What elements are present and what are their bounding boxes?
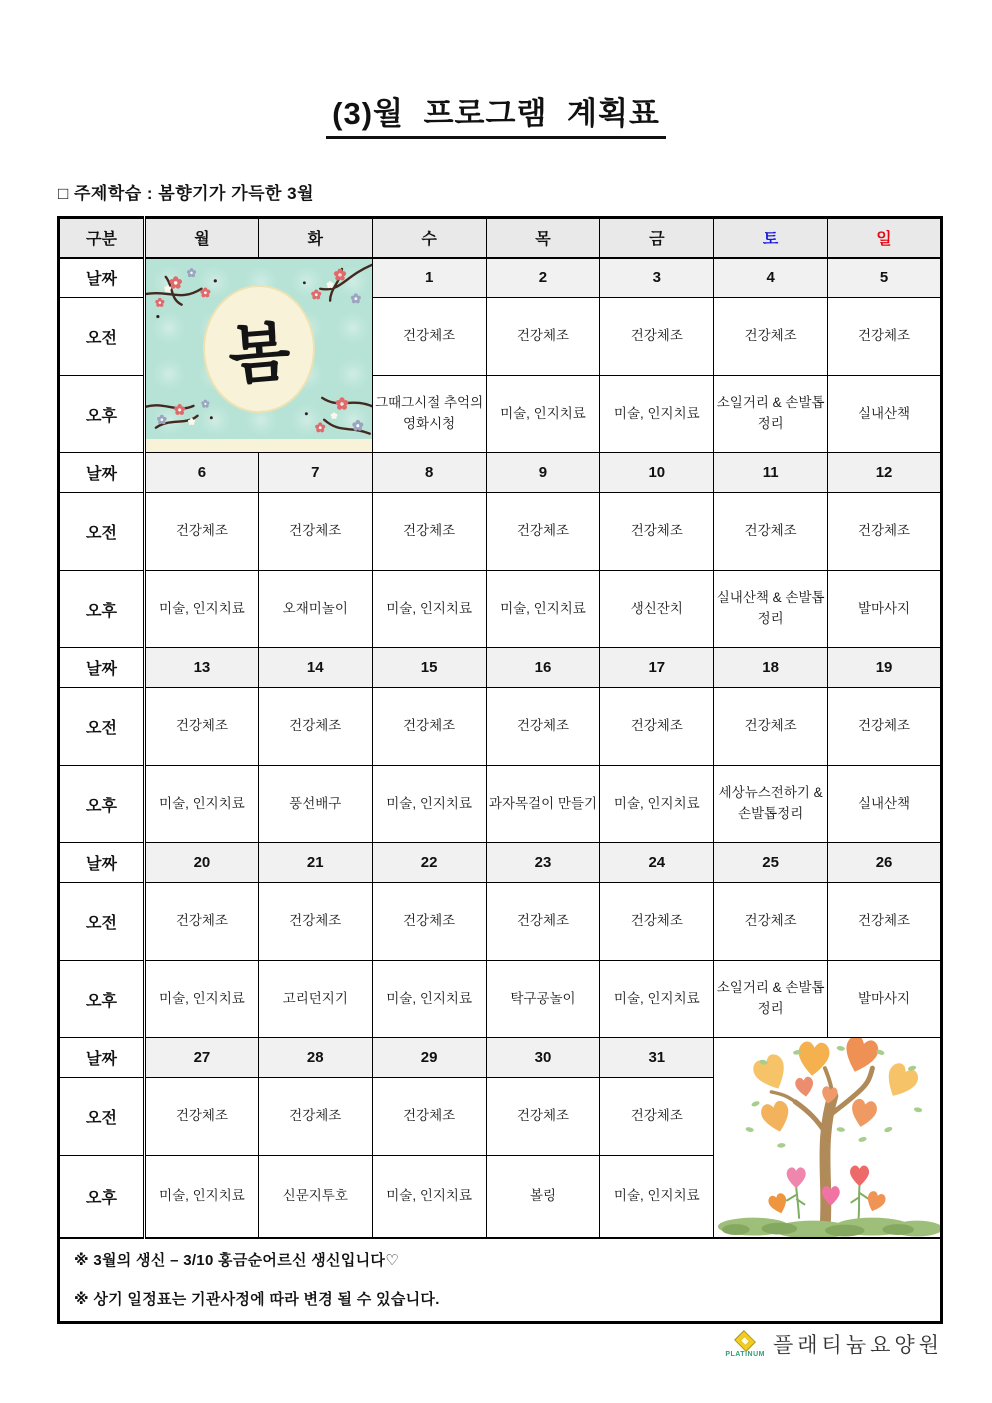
heart-tree-graphic — [714, 1038, 940, 1237]
heart-tree-image — [714, 1038, 940, 1237]
date-cell: 2 — [486, 258, 600, 298]
morning-activity-cell: 건강체조 — [258, 493, 372, 571]
birthday-note: ※ 3월의 생신 – 3/10 홍금순어르신 생신입니다♡ — [74, 1251, 399, 1269]
date-cell: 8 — [372, 453, 486, 493]
banner-bottom-strip — [146, 439, 372, 452]
date-cell: 27 — [145, 1038, 259, 1078]
morning-activity-cell: 건강체조 — [258, 883, 372, 961]
morning-activity-cell: 건강체조 — [372, 688, 486, 766]
morning-activity-cell: 건강체조 — [714, 493, 828, 571]
morning-activity-cell: 건강체조 — [600, 688, 714, 766]
date-cell: 20 — [145, 843, 259, 883]
morning-activity-cell: 건강체조 — [258, 1078, 372, 1156]
morning-activity-cell: 건강체조 — [372, 1078, 486, 1156]
header-mon: 월 — [145, 218, 259, 258]
header-sat: 토 — [714, 218, 828, 258]
date-cell: 28 — [258, 1038, 372, 1078]
date-cell: 19 — [828, 648, 942, 688]
afternoon-activity-cell: 미술, 인지치료 — [145, 766, 259, 843]
date-cell: 23 — [486, 843, 600, 883]
afternoon-activity-cell: 실내산책 — [828, 766, 942, 843]
row-label-afternoon: 오후 — [59, 1156, 145, 1238]
afternoon-activity-cell: 미술, 인지치료 — [486, 571, 600, 648]
morning-activity-cell: 건강체조 — [714, 688, 828, 766]
morning-activity-cell: 건강체조 — [714, 298, 828, 376]
afternoon-activity-cell: 고리던지기 — [258, 961, 372, 1038]
afternoon-activity-cell: 과자목걸이 만들기 — [486, 766, 600, 843]
date-cell: 7 — [258, 453, 372, 493]
date-cell: 21 — [258, 843, 372, 883]
date-cell: 17 — [600, 648, 714, 688]
page-title: (3)월 프로그램 계획표 — [326, 88, 666, 139]
morning-activity-cell: 건강체조 — [486, 298, 600, 376]
row-label-date: 날짜 — [59, 453, 145, 493]
date-cell: 31 — [600, 1038, 714, 1078]
morning-activity-cell: 건강체조 — [600, 1078, 714, 1156]
afternoon-activity-cell: 그때그시절 추억의영화시청 — [372, 376, 486, 453]
afternoon-activity-cell: 미술, 인지치료 — [600, 961, 714, 1038]
morning-activity-cell: 건강체조 — [714, 883, 828, 961]
morning-activity-cell: 건강체조 — [486, 1078, 600, 1156]
afternoon-activity-cell: 실내산책 — [828, 376, 942, 453]
theme-subtitle: □ 주제학습 : 봄향기가 가득한 3월 — [58, 184, 315, 203]
afternoon-activity-cell: 미술, 인지치료 — [372, 1156, 486, 1238]
date-cell: 11 — [714, 453, 828, 493]
date-cell: 30 — [486, 1038, 600, 1078]
spring-blossom-image-cell — [145, 258, 373, 453]
row-label-date: 날짜 — [59, 258, 145, 298]
date-cell: 25 — [714, 843, 828, 883]
morning-activity-cell: 건강체조 — [145, 883, 259, 961]
row-label-date: 날짜 — [59, 843, 145, 883]
afternoon-activity-cell: 미술, 인지치료 — [372, 766, 486, 843]
weekday-header-row — [59, 218, 942, 258]
morning-activity-cell: 건강체조 — [486, 493, 600, 571]
header-thu: 목 — [486, 218, 600, 258]
program-schedule-table — [57, 216, 943, 1324]
afternoon-activity-cell: 미술, 인지치료 — [145, 1156, 259, 1238]
afternoon-activity-cell: 미술, 인지치료 — [145, 961, 259, 1038]
row-label-afternoon: 오후 — [59, 766, 145, 843]
row-label-afternoon: 오후 — [59, 571, 145, 648]
morning-activity-cell: 건강체조 — [372, 298, 486, 376]
morning-activity-cell: 건강체조 — [486, 688, 600, 766]
afternoon-activity-cell: 미술, 인지치료 — [600, 1156, 714, 1238]
date-cell: 9 — [486, 453, 600, 493]
date-cell: 15 — [372, 648, 486, 688]
date-cell: 12 — [828, 453, 942, 493]
date-cell: 14 — [258, 648, 372, 688]
date-cell: 10 — [600, 453, 714, 493]
platinum-diamond-logo — [725, 1330, 765, 1358]
afternoon-activity-cell: 미술, 인지치료 — [145, 571, 259, 648]
morning-activity-cell: 건강체조 — [145, 688, 259, 766]
header-tue: 화 — [258, 218, 372, 258]
afternoon-activity-cell: 생신잔치 — [600, 571, 714, 648]
afternoon-activity-cell: 신문지투호 — [258, 1156, 372, 1238]
morning-activity-cell: 건강체조 — [600, 298, 714, 376]
date-cell: 16 — [486, 648, 600, 688]
morning-activity-cell: 건강체조 — [600, 883, 714, 961]
morning-activity-cell: 건강체조 — [258, 688, 372, 766]
date-cell: 18 — [714, 648, 828, 688]
header-sun: 일 — [828, 218, 942, 258]
afternoon-activity-cell: 미술, 인지치료 — [372, 961, 486, 1038]
spring-blossom-image — [146, 259, 372, 453]
row-label-afternoon: 오후 — [59, 961, 145, 1038]
date-cell: 24 — [600, 843, 714, 883]
morning-activity-cell: 건강체조 — [145, 493, 259, 571]
row-label-morning: 오전 — [59, 298, 145, 376]
date-cell: 26 — [828, 843, 942, 883]
heart-tree-image-cell — [714, 1038, 942, 1238]
afternoon-activity-cell: 실내산책 & 손발톱정리 — [714, 571, 828, 648]
facility-logo — [57, 1329, 943, 1359]
row-label-date: 날짜 — [59, 648, 145, 688]
schedule-change-note: ※ 상기 일정표는 기관사정에 따라 변경 될 수 있습니다. — [74, 1290, 440, 1308]
date-cell: 13 — [145, 648, 259, 688]
row-label-afternoon: 오후 — [59, 376, 145, 453]
date-cell: 5 — [828, 258, 942, 298]
row-label-date: 날짜 — [59, 1038, 145, 1078]
header-fri: 금 — [600, 218, 714, 258]
date-cell: 29 — [372, 1038, 486, 1078]
row-label-morning: 오전 — [59, 493, 145, 571]
morning-activity-cell: 건강체조 — [600, 493, 714, 571]
date-cell: 6 — [145, 453, 259, 493]
date-cell: 22 — [372, 843, 486, 883]
date-cell: 4 — [714, 258, 828, 298]
logo-brand-text: PLATINUM — [725, 1350, 765, 1358]
afternoon-activity-cell: 탁구공놀이 — [486, 961, 600, 1038]
afternoon-activity-cell: 미술, 인지치료 — [486, 376, 600, 453]
afternoon-activity-cell: 소일거리 & 손발톱정리 — [714, 376, 828, 453]
header-gubun: 구분 — [59, 218, 145, 258]
afternoon-activity-cell: 소일거리 & 손발톱정리 — [714, 961, 828, 1038]
morning-activity-cell: 건강체조 — [828, 298, 942, 376]
morning-activity-cell: 건강체조 — [828, 883, 942, 961]
morning-activity-cell: 건강체조 — [372, 883, 486, 961]
bom-calligraphy: 봄 — [225, 315, 293, 395]
spring-oval-badge — [203, 285, 315, 413]
morning-activity-cell: 건강체조 — [372, 493, 486, 571]
header-wed: 수 — [372, 218, 486, 258]
row-label-morning: 오전 — [59, 1078, 145, 1156]
afternoon-activity-cell: 미술, 인지치료 — [600, 766, 714, 843]
row-label-morning: 오전 — [59, 883, 145, 961]
date-cell: 1 — [372, 258, 486, 298]
morning-activity-cell: 건강체조 — [486, 883, 600, 961]
morning-activity-cell: 건강체조 — [145, 1078, 259, 1156]
afternoon-activity-cell: 발마사지 — [828, 571, 942, 648]
afternoon-activity-cell: 발마사지 — [828, 961, 942, 1038]
afternoon-activity-cell: 풍선배구 — [258, 766, 372, 843]
date-cell: 3 — [600, 258, 714, 298]
afternoon-activity-cell: 볼링 — [486, 1156, 600, 1238]
afternoon-activity-cell: 미술, 인지치료 — [372, 571, 486, 648]
morning-activity-cell: 건강체조 — [828, 688, 942, 766]
footer-notes-cell — [59, 1238, 942, 1323]
morning-activity-cell: 건강체조 — [828, 493, 942, 571]
afternoon-activity-cell: 오재미놀이 — [258, 571, 372, 648]
diamond-icon — [732, 1330, 758, 1352]
afternoon-activity-cell: 세상뉴스전하기 & 손발톱정리 — [714, 766, 828, 843]
facility-name: 플래티늄요양원 — [772, 1333, 943, 1357]
row-label-morning: 오전 — [59, 688, 145, 766]
afternoon-activity-cell: 미술, 인지치료 — [600, 376, 714, 453]
